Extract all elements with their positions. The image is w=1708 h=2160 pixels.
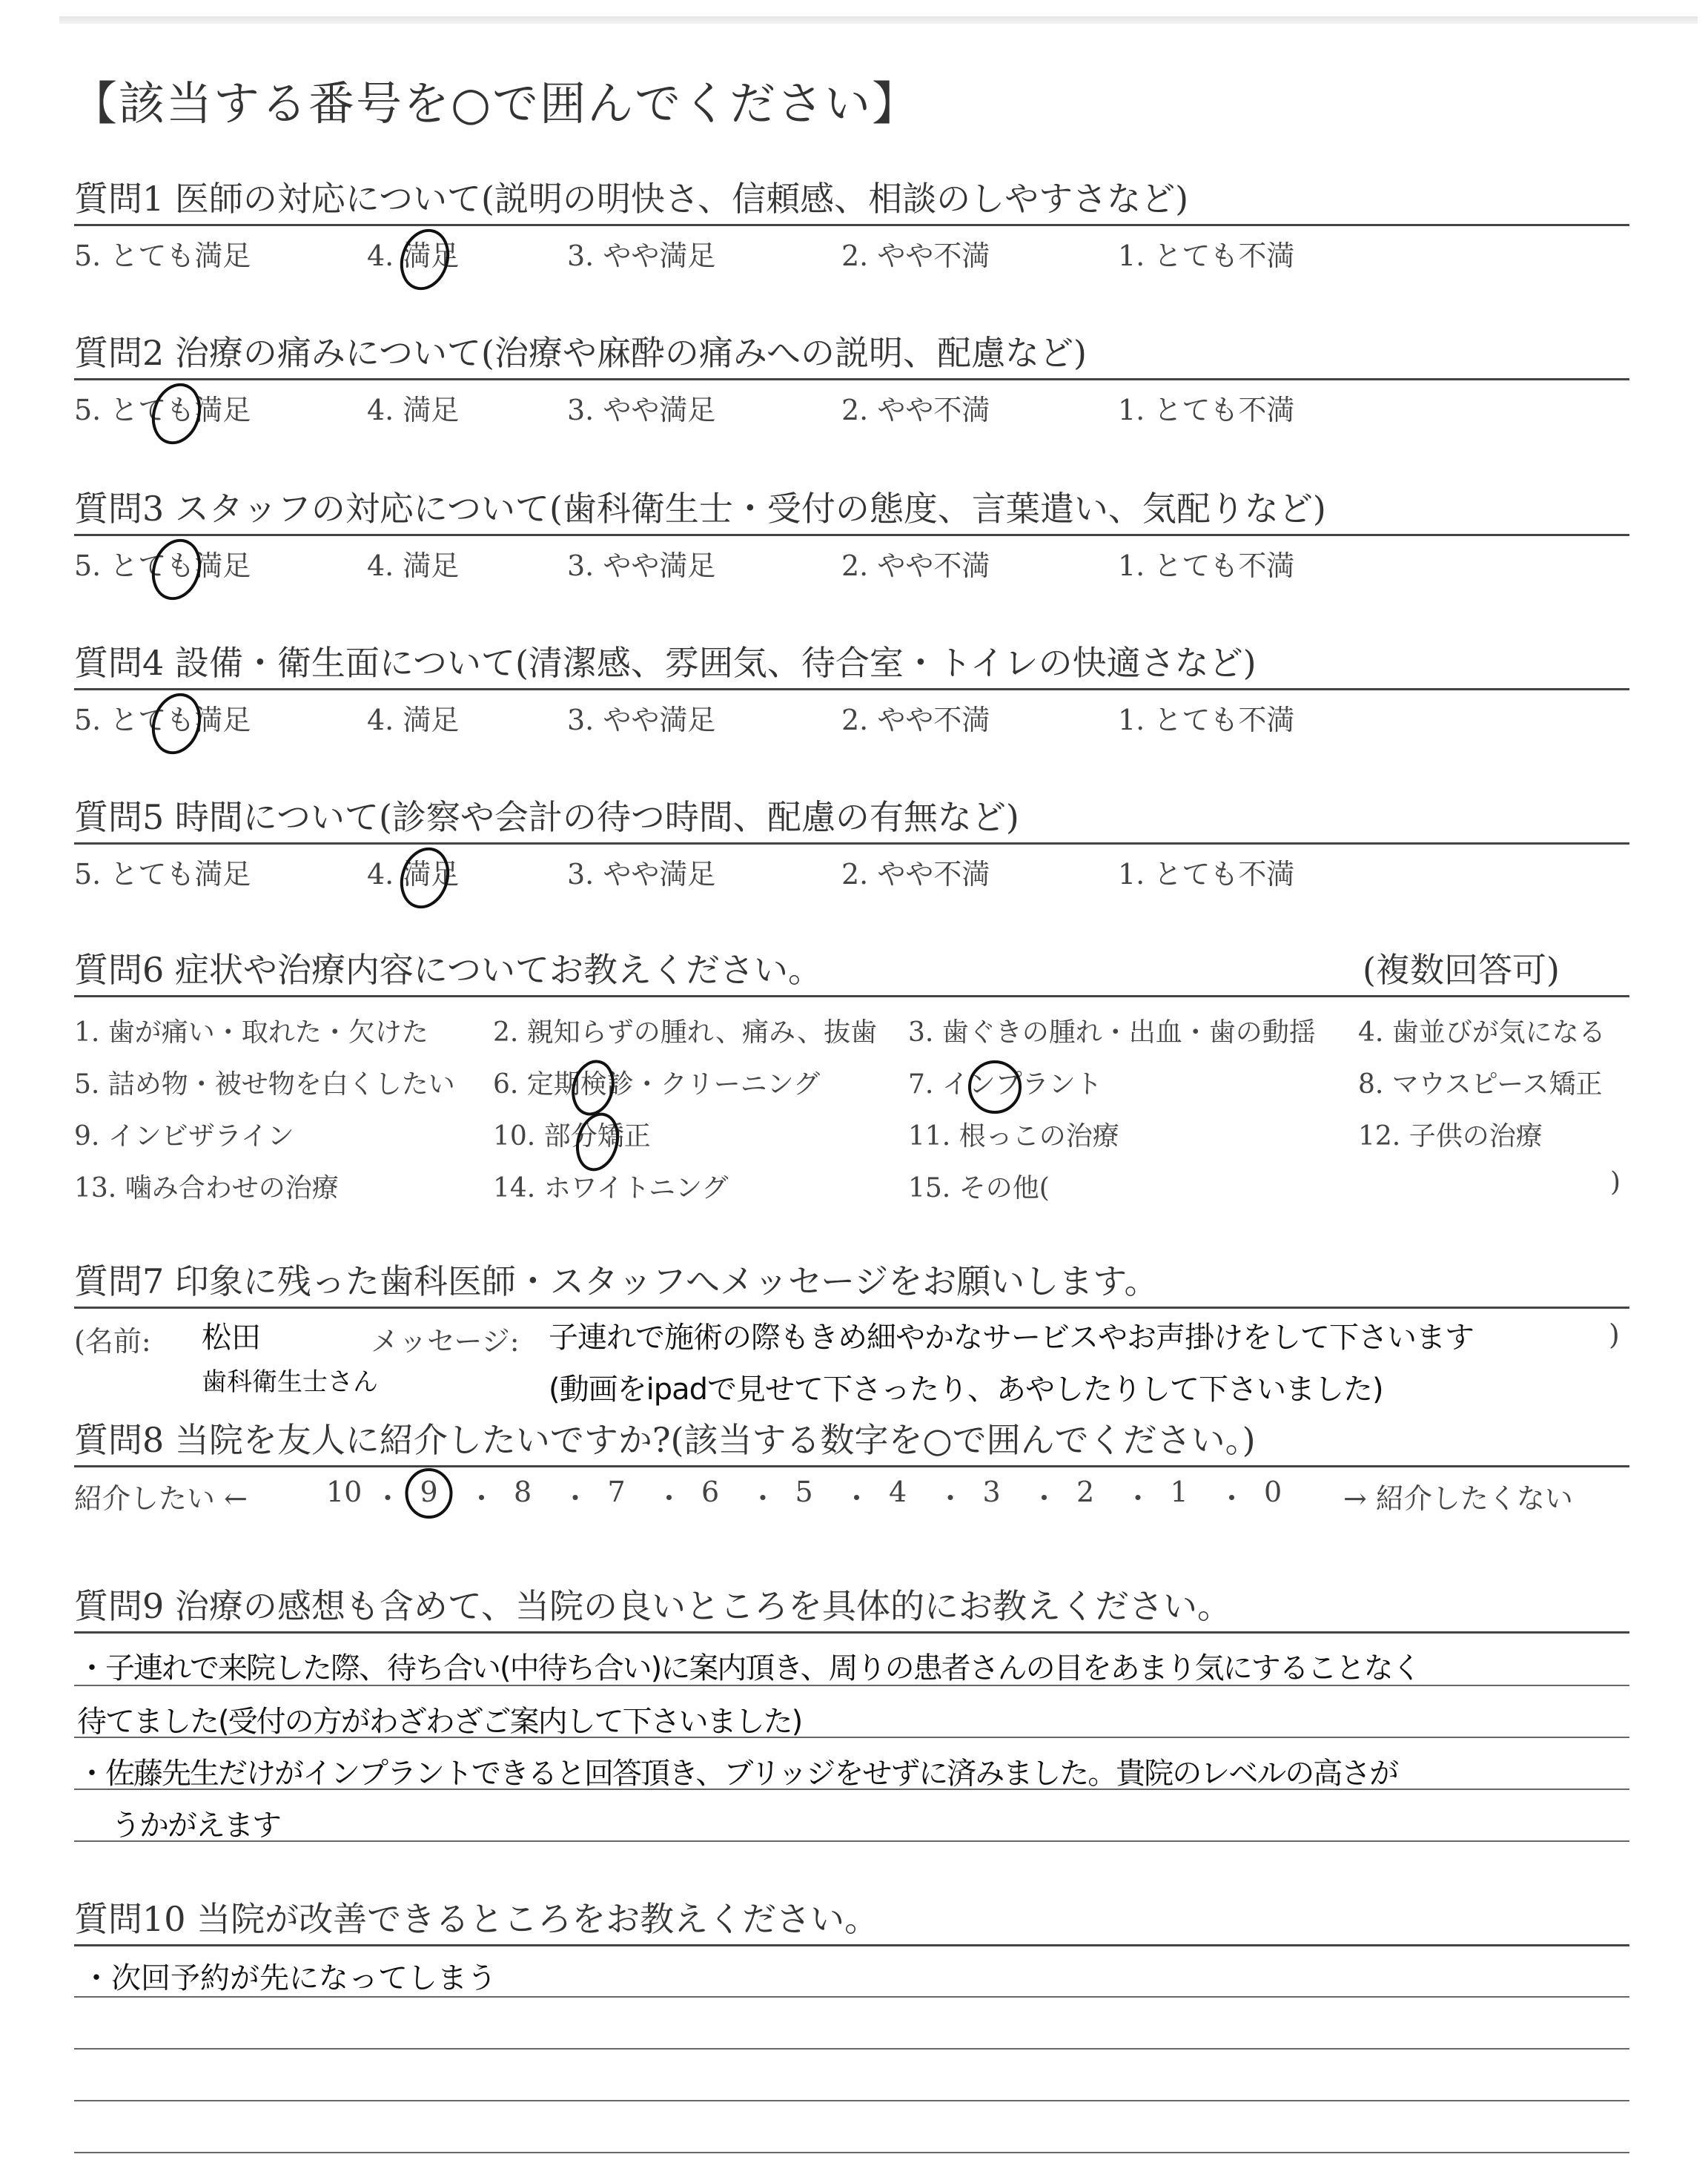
q8-scale-value[interactable]: 8 — [514, 1476, 532, 1508]
q3-rule — [74, 534, 1629, 536]
q6-option[interactable]: 11. 根っこの治療 — [908, 1121, 1119, 1152]
q4-option[interactable]: 1. とても不満 — [1118, 704, 1295, 736]
q2-option[interactable]: 5. とても満足 — [74, 394, 251, 426]
q5-title: 質問5 時間について(診察や会計の待つ時間、配慮の有無など) — [74, 797, 1019, 837]
q8-scale-value[interactable]: 5 — [795, 1476, 813, 1508]
q6-option[interactable]: 4. 歯並びが気になる — [1358, 1017, 1606, 1048]
q8-scale-value[interactable]: 6 — [701, 1476, 720, 1508]
q6-option[interactable]: 13. 噛み合わせの治療 — [74, 1173, 339, 1203]
q8-scale-value[interactable]: 1 — [1170, 1476, 1188, 1508]
q9-answer-line: 待てました(受付の方がわざわざご案内して下さいました) — [77, 1705, 802, 1739]
q8-scale-value[interactable]: 7 — [607, 1476, 626, 1508]
q7-rule — [74, 1307, 1629, 1309]
q3-option[interactable]: 3. やや満足 — [567, 549, 716, 582]
q5-option[interactable]: 3. やや満足 — [567, 858, 716, 891]
q6-option[interactable]: 7. インプラント — [908, 1069, 1102, 1100]
q8-scale-separator: ・ — [936, 1482, 965, 1515]
q8-scale-separator: ・ — [842, 1482, 871, 1515]
q8-right-label: → 紹介したくない — [1343, 1482, 1573, 1515]
q10-answer-line: ・次回予約が先になってしまう — [82, 1961, 497, 1995]
q6-option[interactable]: 14. ホワイトニング — [493, 1173, 729, 1203]
q2-option[interactable]: 4. 満足 — [367, 394, 460, 426]
q5-option[interactable]: 2. やや不満 — [841, 858, 990, 891]
q6-option[interactable]: 10. 部分矯正 — [493, 1121, 651, 1152]
q7-name-value: 松田 — [202, 1321, 261, 1355]
q8-scale-separator: ・ — [1217, 1482, 1246, 1515]
q9-answer-line: ・佐藤先生だけがインプラントできると回答頂き、ブリッジをせずに済みました。貴院のレベルの高さが — [77, 1757, 1398, 1791]
q9-title: 質問9 治療の感想も含めて、当院の良いところを具体的にお教えください。 — [74, 1586, 1231, 1626]
q8-scale-value[interactable]: 3 — [982, 1476, 1001, 1508]
q10-line — [74, 2100, 1629, 2101]
q10-line — [74, 2152, 1629, 2153]
q4-option[interactable]: 3. やや満足 — [567, 704, 716, 736]
q6-option[interactable]: 1. 歯が痛い・取れた・欠けた — [74, 1017, 428, 1048]
q8-title: 質問8 当院を友人に紹介したいですか?(該当する数字を○で囲んでください。) — [74, 1420, 1256, 1460]
q8-scale-separator: ・ — [1030, 1482, 1059, 1515]
q4-option[interactable]: 2. やや不満 — [841, 704, 990, 736]
q9-answer-line: ・子連れで来院した際、待ち合い(中待ち合い)に案内頂き、周りの患者さんの目をあまり気にすることなく — [77, 1651, 1420, 1685]
page-header: 【該当する番号を○で囲んでください】 — [71, 76, 920, 131]
q6-option[interactable]: 5. 詰め物・被せ物を白くしたい — [74, 1069, 455, 1100]
q7-message-line2: (動画をipadで見せて下さったり、あやしたりして下さいました) — [549, 1373, 1383, 1407]
q5-option[interactable]: 1. とても不満 — [1118, 858, 1295, 891]
q7-title: 質問7 印象に残った歯科医師・スタッフへメッセージをお願いします。 — [74, 1261, 1159, 1301]
q9-rule — [74, 1631, 1629, 1634]
q9-line — [74, 1840, 1629, 1842]
q8-left-label: 紹介したい ← — [74, 1482, 248, 1515]
q5-option[interactable]: 4. 満足 — [367, 858, 460, 891]
q3-option[interactable]: 1. とても不満 — [1118, 549, 1295, 582]
q4-title: 質問4 設備・衛生面について(清潔感、雰囲気、待合室・トイレの快適さなど) — [74, 643, 1257, 683]
q10-rule — [74, 1944, 1629, 1946]
q8-scale-separator: ・ — [561, 1482, 590, 1515]
q8-scale-value[interactable]: 10 — [326, 1476, 363, 1508]
q3-option[interactable]: 5. とても満足 — [74, 549, 251, 582]
q8-rule — [74, 1465, 1629, 1467]
q2-option[interactable]: 1. とても不満 — [1118, 394, 1295, 426]
scan-top-edge — [59, 16, 1698, 24]
q1-option[interactable]: 2. やや不満 — [841, 240, 990, 272]
q3-title: 質問3 スタッフの対応について(歯科衛生士・受付の態度、言葉遣い、気配りなど) — [74, 489, 1326, 529]
q3-option[interactable]: 2. やや不満 — [841, 549, 990, 582]
q7-close-paren: ) — [1609, 1318, 1620, 1351]
q8-scale-value[interactable]: 4 — [889, 1476, 907, 1508]
q1-option[interactable]: 3. やや満足 — [567, 240, 716, 272]
q2-option[interactable]: 2. やや不満 — [841, 394, 990, 426]
q6-option[interactable]: 8. マウスピース矯正 — [1358, 1069, 1603, 1100]
q4-rule — [74, 688, 1629, 690]
q6-option[interactable]: 15. その他( — [908, 1173, 1050, 1203]
q5-rule — [74, 842, 1629, 845]
q10-line — [74, 2048, 1629, 2050]
q8-scale-separator: ・ — [374, 1482, 403, 1515]
q8-scale-value[interactable]: 9 — [420, 1476, 438, 1508]
q6-option[interactable]: 6. 定期検診・クリーニング — [493, 1069, 821, 1100]
q1-option[interactable]: 5. とても満足 — [74, 240, 251, 272]
q8-scale-separator: ・ — [655, 1482, 683, 1515]
q6-note: (複数回答可) — [1363, 950, 1560, 990]
q9-answer-line: うかがえます — [111, 1809, 280, 1843]
q6-option: ) — [1610, 1167, 1621, 1198]
q4-option[interactable]: 5. とても満足 — [74, 704, 251, 736]
q7-message-line1: 子連れで施術の際もきめ細やかなサービスやお声掛けをして下さいます — [549, 1321, 1474, 1355]
q8-scale-separator: ・ — [749, 1482, 778, 1515]
q1-rule — [74, 224, 1629, 226]
q6-option[interactable]: 2. 親知らずの腫れ、痛み、抜歯 — [493, 1017, 878, 1048]
q3-option[interactable]: 4. 満足 — [367, 549, 460, 582]
q6-option[interactable]: 3. 歯ぐきの腫れ・出血・歯の動揺 — [908, 1017, 1316, 1048]
q2-title: 質問2 治療の痛みについて(治療や麻酔の痛みへの説明、配慮など) — [74, 333, 1087, 373]
q1-title: 質問1 医師の対応について(説明の明快さ、信頼感、相談のしやすさなど) — [74, 179, 1189, 219]
q8-scale-value[interactable]: 0 — [1264, 1476, 1282, 1508]
q2-rule — [74, 378, 1629, 380]
q5-option[interactable]: 5. とても満足 — [74, 858, 251, 891]
q6-rule — [74, 995, 1629, 997]
q4-option[interactable]: 4. 満足 — [367, 704, 460, 736]
q6-title: 質問6 症状や治療内容についてお教えください。 — [74, 950, 822, 990]
q8-scale-separator: ・ — [467, 1482, 496, 1515]
q2-option[interactable]: 3. やや満足 — [567, 394, 716, 426]
q7-name-role: 歯科衛生士さん — [202, 1367, 378, 1397]
q1-option[interactable]: 1. とても不満 — [1118, 240, 1295, 272]
q8-scale-separator: ・ — [1124, 1482, 1153, 1515]
q8-scale-value[interactable]: 2 — [1076, 1476, 1095, 1508]
q7-name-label: (名前: — [74, 1325, 151, 1358]
q6-option[interactable]: 9. インビザライン — [74, 1121, 294, 1152]
q6-option[interactable]: 12. 子供の治療 — [1358, 1121, 1543, 1152]
q7-message-label: メッセージ: — [371, 1325, 520, 1358]
q10-title: 質問10 当院が改善できるところをお教えください。 — [74, 1899, 879, 1939]
q1-option[interactable]: 4. 満足 — [367, 240, 460, 272]
